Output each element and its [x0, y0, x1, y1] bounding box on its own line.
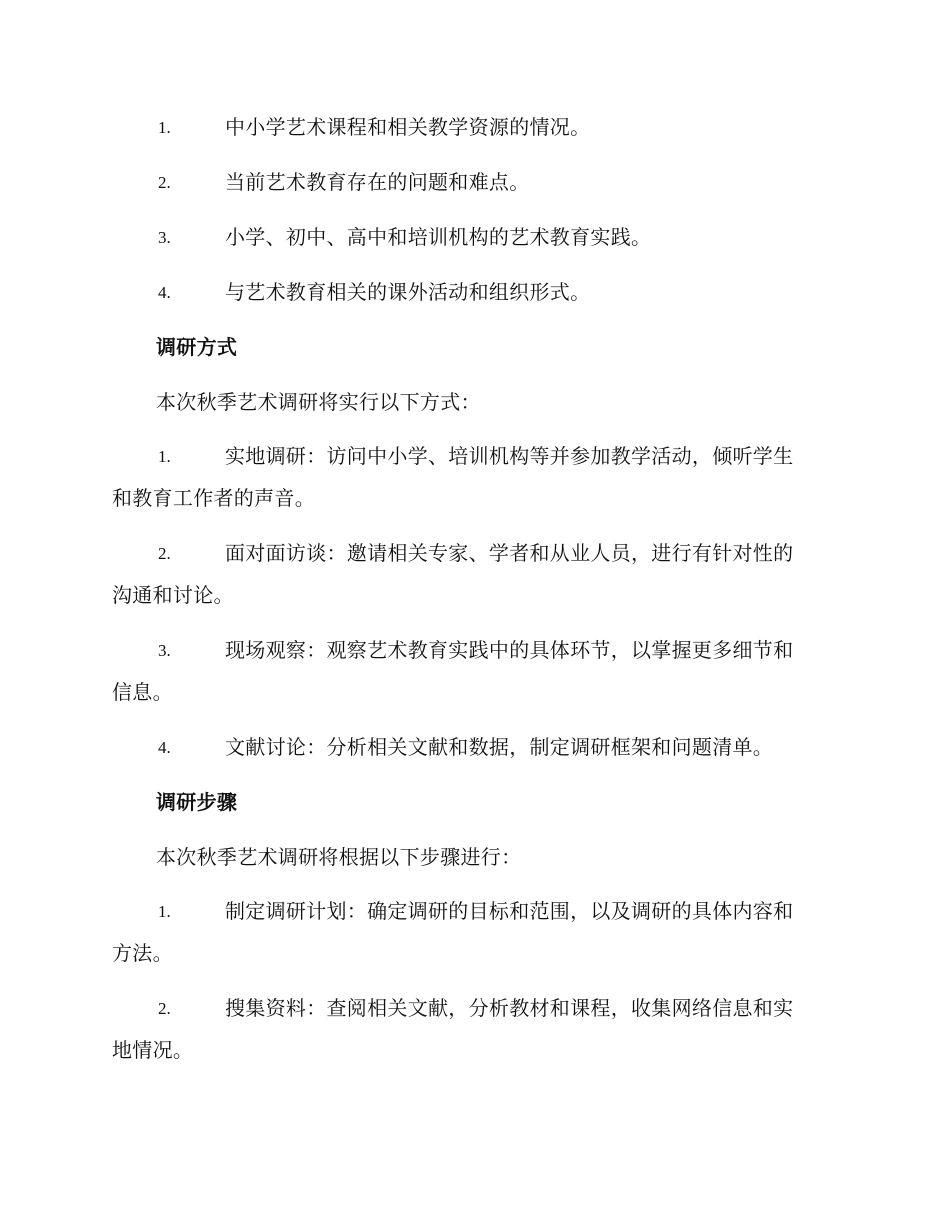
list-item-text: 中小学艺术课程和相关教学资源的情况。 — [225, 115, 591, 139]
list-number: 4. — [158, 738, 171, 757]
list-item-text-continued: 沟通和讨论。 — [112, 583, 234, 607]
list-item-text: 搜集资料：查阅相关文献，分析教材和课程，收集网络信息和实 — [225, 996, 794, 1020]
list-item-text: 制定调研计划：确定调研的目标和范围，以及调研的具体内容和 — [225, 899, 794, 923]
list-number: 2. — [158, 544, 171, 563]
list-item-text: 面对面访谈：邀请相关专家、学者和从业人员，进行有针对性的 — [225, 541, 794, 565]
list-number: 2. — [158, 173, 171, 192]
list-item-text-continued: 和教育工作者的声音。 — [112, 486, 315, 510]
section-heading: 调研方式 — [156, 335, 238, 359]
list-item-text-continued: 方法。 — [112, 941, 173, 965]
list-number: 2. — [158, 999, 171, 1018]
list-number: 1. — [158, 902, 171, 921]
section-intro: 本次秋季艺术调研将实行以下方式： — [156, 390, 481, 414]
list-item-text: 现场观察：观察艺术教育实践中的具体环节，以掌握更多细节和 — [225, 638, 794, 662]
list-item-text: 当前艺术教育存在的问题和难点。 — [225, 170, 530, 194]
list-item-text: 实地调研：访问中小学、培训机构等并参加教学活动，倾听学生 — [225, 444, 794, 468]
list-number: 3. — [158, 641, 171, 660]
list-item-text: 小学、初中、高中和培训机构的艺术教育实践。 — [225, 225, 652, 249]
list-number: 3. — [158, 228, 171, 247]
list-number: 1. — [158, 447, 171, 466]
list-number: 4. — [158, 283, 171, 302]
list-number: 1. — [158, 118, 171, 137]
section-heading: 调研步骤 — [156, 790, 238, 814]
list-item-text: 文献讨论：分析相关文献和数据，制定调研框架和问题清单。 — [225, 735, 774, 759]
list-item-text: 与艺术教育相关的课外活动和组织形式。 — [225, 280, 591, 304]
section-intro: 本次秋季艺术调研将根据以下步骤进行： — [156, 845, 522, 869]
list-item-text-continued: 信息。 — [112, 680, 173, 704]
list-item-text-continued: 地情况。 — [112, 1038, 194, 1062]
